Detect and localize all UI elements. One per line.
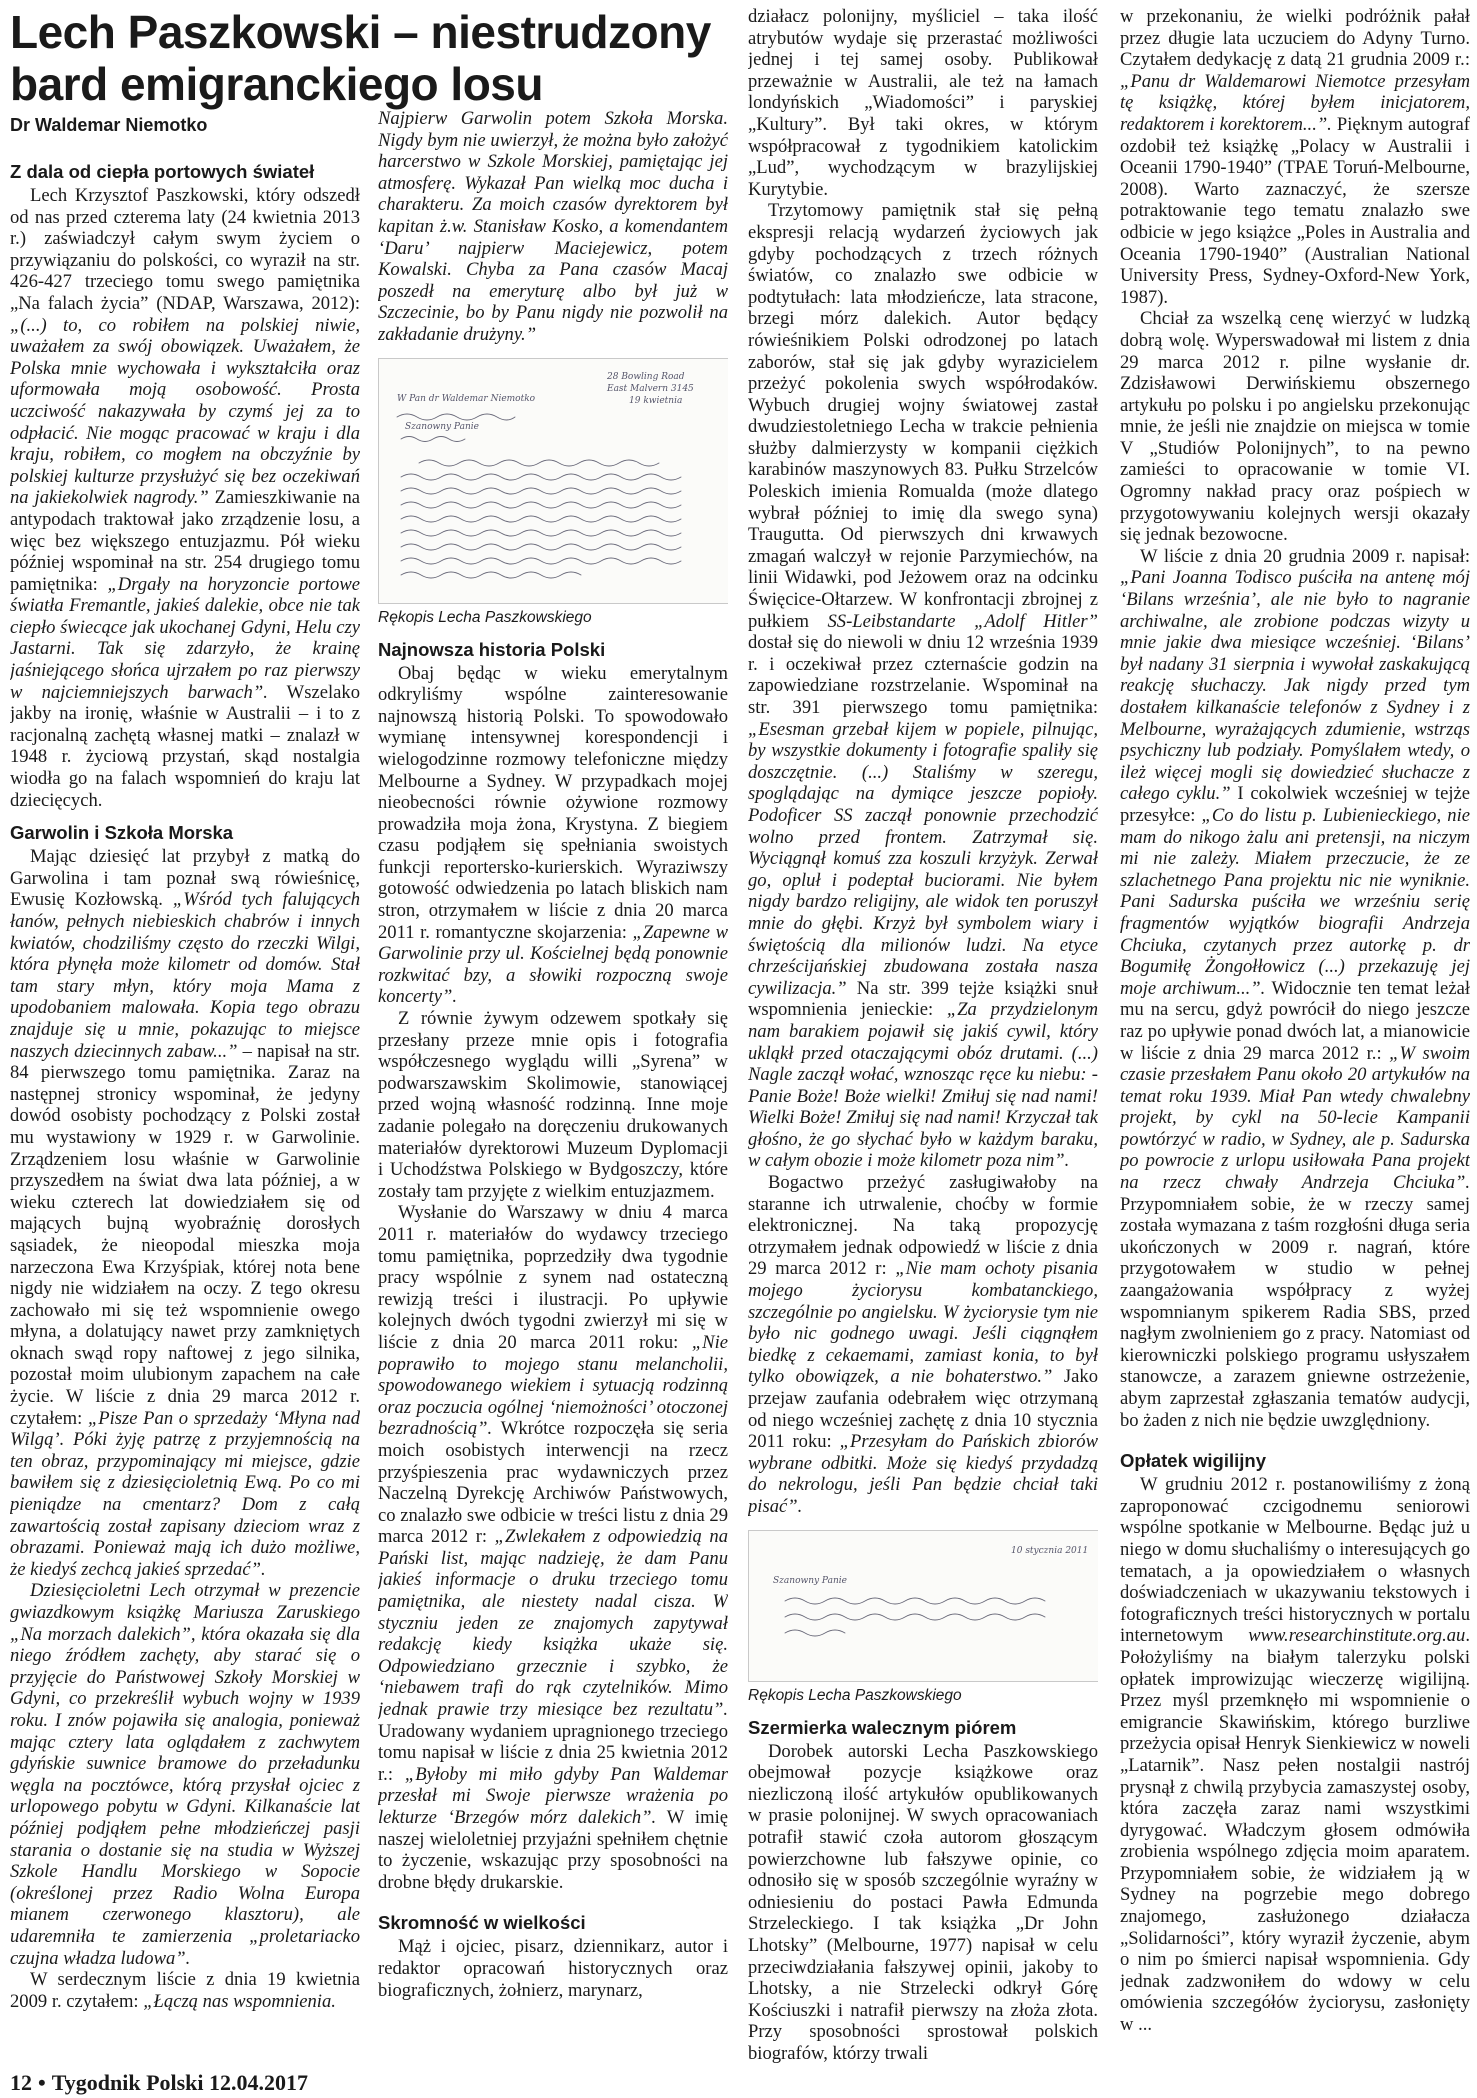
- paragraph: W grudniu 2012 r. postanowiliśmy z żoną zaproponować czcigodnemu seniorowi wspólne spotkanie w Melbourne. Będąc już u niego w domu słuchaliśmy o interesujących go tematach, a ja opowiedziałem o własnych doświadczeniach w ukazywaniu tekstowych i fotograficznych treści historycznych w portalu internetowym www.researchinstitute.org.au. Położyliśmy na białym talerzyku polski opłatek improwizując wieczerzę wigilijną. Przez myśl przemknęło mi wspomnienie o emigrancie Skawińskim, którego burzliwe przeżycia opisał Henryk Sienkiewicz w noweli „Latarnik”. Nasz pełen nostalgii nastrój prysnął z chwilą przybycia zamaszystej osoby, która zaczęła zaraz nami wszystkimi dyrygować. Władczym głosem odmówiła zrobienia wspólnego zdjęcia moim aparatem. Przypomniałem sobie, że widziałem ją w Sydney na pogrzebie mego dobrego znajomego, zasłużonego działacza „Solidarności”, który wyraził życzenie, abym o nim po śmierci napisał wspomnienia. Gdy jednak zadzwoniłem do wdowy w celu omówienia szczegółów życiorysu, zasłonięty w ...: [1120, 1474, 1470, 2036]
- ms1-greeting: Szanowny Panie: [405, 421, 479, 432]
- title-line-1: Lech Paszkowski – niestrudzony: [10, 6, 711, 58]
- paragraph: Obaj będąc w wieku emerytalnym odkryliśmy wspólne zainteresowanie najnowszą historią Polski. To spowodowało wymianę intensywnej korespondencji i wielogodzinne rozmowy telefoniczne między Melbourne a Sydney. W przypadkach mojej nieobecności równie ożywione rozmowy prowadziła moja żona, Krystyna. Z biegiem czasu podjąłem się spełniania swoistych funkcji reportersko-kurierskich. Wyraziwszy gotowość odwiedzenia po latach bliskich nam stron, otrzymałem w liście z dnia 20 marca 2011 r. romantyczne skojarzenia: „Zapewne w Garwolinie przy ul. Kościelnej będą ponownie rozkwitać bzy, a słowiki rozpoczną swoje koncerty”.: [378, 662, 728, 1008]
- page-number: 12: [10, 2070, 32, 2095]
- subheading-oplatek: Opłatek wigilijny: [1120, 1450, 1266, 1472]
- paragraph: Mając dziesięć lat przybył z matką do Garwolina i tam poznał swą rówieśnicę, Ewusię Kozłowską. „Wśród tych falujących łanów, pełnych niebieskich chabrów i innych kwiatów, chodziliśmy często do rzeczki Wilgi, która płynęła może kilometr od domów. Stał tam stary młyn, który moja Mama z upodobaniem malowała. Kopia tego obrazu znajduje się u mnie, pokazując to miejsce naszych dziecinnych zabaw...” – napisał na str. 84 pierwszego tomu pamiętnika. Zaraz na następnej stronicy wspominał, że jedyny dowód osobisty pochodzący z Polski został mu wystawiony w 1929 r. w Garwolinie. Zrządzeniem losu właśnie w Garwolinie przyszedłem na świat dwa lata później, a w wieku czterech lat dowiedziałem się od mających bujną wyobraźnię dorosłych sąsiadek, że nieopodal mieszka moja narzeczona Ewa Krzyśpiak, której nota bene nigdy nie widziałem na oczy. Z tego okresu zachowało mi się też wspomnienie owego młyna, a dolatujący nawet przy zamkniętych oknach swąd ropy naftowej z jego silnika, pozostał moim ulubionym zapachem na całe życie. W liście z dnia 29 marca 2012 r. czytałem: „Pisze Pan o sprzedaży ‘Młyna nad Wilgą’. Póki żyję patrzę z przyjemnością na ten obraz, przypominający mi miejsce, gdzie bawiłem się z dziesięcioletnią Ewą. Po co mi pieniądze na cmentarz? Dom z całą zawartością został zapisany dzieciom wraz z obrazami. Ponieważ mają ich dużo możliwe, że kiedyś zechcą jakieś sprzedać”.: [10, 846, 360, 1580]
- title-line-2: bard emigranckiego losu: [10, 58, 543, 110]
- paragraph: Bogactwo przeżyć zasługiwałoby na staranne ich utrwalenie, choćby w formie elektronicznej. Na taką propozycję otrzymałem jednak odpowiedź w liście z dnia 29 marca 2012 r: „Nie mam ochoty pisania mojego życiorysu kombatanckiego, szczególnie po angielsku. W życiorysie tym nie było nic godnego uwagi. Jeśli ciągnąłem biedkę z cekaemami, zamiast konia, to był tylko obowiązek, a nie bohaterstwo.” Jako przejaw zaufania odebrałem więc otrzymaną od niego wcześniej zachętę z dnia 10 stycznia 2011 roku: „Przesyłam do Pańskich zbiorów wybrane odbitki. Może się kiedyś przydadzą do nekrologu, jeśli Pan będzie chciał taki pisać”.: [748, 1172, 1098, 1517]
- subheading-garwolin: Garwolin i Szkoła Morska: [10, 822, 234, 844]
- subheading-szermierka: Szermierka walecznym piórem: [748, 1716, 1017, 1738]
- manuscript-image-1: [378, 358, 728, 604]
- bullet-separator: •: [38, 2070, 46, 2095]
- article-title: [10, 6, 730, 110]
- subheading-skromnosc: Skromność w wielkości: [378, 1912, 586, 1934]
- ms1-address-2: East Malvern 3145: [607, 383, 694, 394]
- caption-manuscript-1: Rękopis Lecha Paszkowskiego: [378, 608, 592, 626]
- column-4: [1120, 6, 1470, 2070]
- paragraph: Mąż i ojciec, pisarz, dziennikarz, autor i redaktor opracowań historycznych oraz biograficznych, żołnierz, marynarz,: [378, 1936, 728, 2001]
- paragraph: Trzytomowy pamiętnik stał się pełną ekspresji relacją wydarzeń życiowych jak gdyby pochodzących z trzech różnych światów, co znalazło swe odbicie w podtytułach: lata młodzieńcze, lata stracone, brzegi mórz dalekich. Autor będący rówieśnikiem Polski odrodzonej po latach zaborów, stał się jak gdyby wyrazicielem przeżyć pokolenia swych współrodaków. Wybuch drugiej wojny światowej zastał dwudziestoletniego Lecha w trakcie pełnienia służby dalmierzysty w kompanii ciężkich karabinów maszynowych 83. Pułku Strzelców Poleskich imienia Romualda (może dlatego wybrał później to imię dla swego syna) Traugutta. Od pierwszych dni krwawych zmagań walczył w rejonie Parzymiechów, na linii Widawki, pod Jeżowem oraz na odcinku Święcice-Ołtarzew. W konfrontacji zbrojnej z pułkiem SS-Leibstandarte „Adolf Hitler” dostał się do niewoli w dniu 12 września 1939 r. i oczekiwał przez czternaście godzin na zapowiedziane rozstrzelanie. Wspominał na str. 391 pierwszego tomu pamiętnika: „Esesman grzebał kijem w popiele, pilnując, by wszystkie dokumenty i fotografie spaliły się doszczętnie. (...) Staliśmy w szeregu, spoglądając na dymiące jeszcze popioły. Podoficer SS zaczął ponownie przechodzić wolno przed frontem. Zatrzymał się. Wyciągnął komuś zza koszuli krzyżyk. Zerwał go, opluł i podeptał buciorami. Nie byłem nigdy bardzo religijny, ale widok ten poruszył mnie do głębi. Krzyż był symbolem wiary i świętością dla milionów ludzi. Na etyce chrześcijańskiej zbudowana została nasza cywilizacja.” Na str. 399 tejże książki snuł wspomnienia jenieckie: „Za przydzielonym nam barakiem pojawił się jakiś cywil, który ukląkł przed otaczającymi obóz drutami. (...) Nagle zaczął wołać, wznosząc ręce ku niebu: - Panie Boże! Boże wielki! Zmiłuj się nad nami! Wielki Boże! Zmiłuj się nad nami! Krzyczał tak głośno, że go słychać było w każdym baraku, w całym obozie i może kilometr poza nim”.: [748, 200, 1098, 1172]
- subheading-historia: Najnowsza historia Polski: [378, 638, 606, 660]
- column-3: [748, 6, 1098, 2070]
- ms1-salutation: W Pan dr Waldemar Niemotko: [397, 393, 536, 404]
- manuscript-image-2: [748, 1530, 1098, 1682]
- paragraph: W serdecznym liście z dnia 19 kwietnia 2009 r. czytałem: „Łączą nas wspomnienia.: [10, 1969, 360, 2012]
- paragraph: Wysłanie do Warszawy w dniu 4 marca 2011 r. materiałów do wydawcy trzeciego tomu pamiętnika, poprzedziły dwa tygodnie pracy wspólnie z synem nad ostateczną rewizją treści i ilustracji. Po upływie kolejnych dwóch tygodni zwierzył mi się w liście z dnia 20 marca 2011 roku: „Nie poprawiło to mojego stanu melancholii, spowodowanego wiekiem i sytuacją rodzinną oraz poczucia ogólnej ‘niemożności’ otoczonej bezradnością”. Wkrótce rozpoczęła się seria moich osobistych interwencji na rzecz przyśpieszenia prac wydawniczych przez Naczelną Dyrekcję Archiwów Państwowych, co znalazło swe odbicie w treści listu z dnia 29 marca 2012 r: „Zwlekałem z odpowiedzią na Pański list, mając nadzieję, że dam Panu jakieś informacje o druku trzeciego tomu pamiętnika, ale niestety nadal cisza. W styczniu jeden ze znajomych zapytywał redakcję kiedy książka ukaże się. Odpowiedziano grzecznie i szybko, że ‘niebawem trafi do rąk czytelników. Mimo jednak prawie trzy miesiące bez rezultatu”. Uradowany wydaniem upragnionego trzeciego tomu napisał w liście z dnia 25 kwietnia 2012 r.: „Byłoby mi miło gdyby Pan Waldemar przesłał mi Swoje pierwsze wrażenia po lekturze ‘Brzegów mórz dalekich”. W imię naszej wieloletniej przyjaźni spełniłem chętnie to życzenie, wskazując przy sposobności na drobne błędy drukarskie.: [378, 1202, 728, 1893]
- page-footer: [10, 2070, 610, 2096]
- paragraph: Najpierw Garwolin potem Szkoła Morska. Nigdy bym nie uwierzył, że można było założyć harcerstwo w Szkole Morskiej, pamiętając jej atmosferę. Wykazał Pan wielką moc ducha i charakteru. Za moich czasów dyrektorem był kapitan ż.w. Stanisław Kosko, a komendantem ‘Daru’ najpierw Maciejewicz, potem Kowalski. Chyba za Pana czasów Macaj poszedł na emeryturę albo był już w Szczecinie, bo by Panu nigdy nie pozwolił na zakładanie drużyny.”: [378, 108, 728, 345]
- ms1-address-1: 28 Bowling Road: [607, 371, 685, 382]
- author-byline: Dr Waldemar Niemotko: [10, 115, 208, 135]
- column-1: [10, 150, 360, 2070]
- column-2: [378, 108, 728, 2070]
- publication-name: Tygodnik Polski 12.04.2017: [51, 2070, 309, 2095]
- handwriting-scribble: [379, 359, 728, 603]
- paragraph: działacz polonijny, myśliciel – taka ilość atrybutów wydaje się przerastać możliwości jednej i tej samej osoby. Publikował przeważnie w Australii, ale też na łamach londyńskich „Wiadomości” i paryskiej „Kultury”. Był taki okres, w którym współpracował z tygodnikiem katolickim „Lud”, wychodzącym w brazylijskiej Kurytybie.: [748, 6, 1098, 200]
- handwriting-scribble-2: [749, 1531, 1098, 1681]
- ms1-date: 19 kwietnia: [629, 395, 683, 406]
- paragraph: Z równie żywym odzewem spotkały się przesłany przeze mnie opis i fotografia współczesnego wyglądu willi „Syrena” w podwarszawskim Skolimowie, stanowiącej przed wojną własność rodzinną. Inne moje zadanie polegało na doręczeniu drukowanych materiałów dyrektorowi Muzeum Dyplomacji i Uchodźstwa Polskiego w Bydgoszczy, które zostały tam przyjęte z wielkim entuzjazmem.: [378, 1008, 728, 1202]
- paragraph: W liście z dnia 20 grudnia 2009 r. napisał: „Pani Joanna Todisco puściła na antenę mój ‘Bilans września’, ale nie było to nagranie archiwalne, ale zrobione podczas wizyty u mnie jakie dwa miesiące wcześniej. ‘Bilans’ był nadany 31 sierpnia i wywołał zaskakującą reakcję słuchaczy. Jak nigdy przed tym dostałem kilkanaście telefonów z Sydney i z Melbourne, wyrażających zdumienie, wstrząs psychiczny lub podziały. Pomyślałem wtedy, o ileż więcej mogli się dowiedzieć słuchacze z całego cyklu.” I cokolwiek wcześniej w tejże przesyłce: „Co do listu p. Lubienieckiego, nie mam do nikogo żalu ani pretensji, na niczym mi nie zależy. Miałem przeczucie, że ze szlachetnego Pana projektu nic nie wyniknie. Pani Sadurska puściła we wrześniu serię fragmentów wyjątków biografii Andrzeja Chciuka, czytanych przez autorkę p. dr Bogumiłę Żongołłowicz (...) przekazuję jej moje archiwum...”. Widocznie ten temat leżał mu na sercu, gdyż powrócił do niego jeszcze raz po upływie ponad dwóch lat, a mianowicie w liście z dnia 29 marca 2012 r.: „W swoim czasie przesłałem Panu około 20 artykułów na temat roku 1939. Miał Pan wtedy chwalebny projekt, by cykl na 50-lecie Kampanii powtórzyć w radio, w Sydney, ale p. Sadurska po powrocie z urlopu usiłowała Pana projekt na rzecz chwały Andrzeja Chciuka”. Przypomniałem sobie, że w rzeczy samej została wymazana z taśm rozgłośni długa seria ukończonych w 2009 r. nagrań, które przygotowałem w studio w pełnej zaangażowania współpracy z wyżej wspomnianym spikerem Radia SBS, przed nagłym zwolnieniem go z pracy. Natomiast od kierowniczki polskiego programu usłyszałem stanowcze, a zarazem gniewne ostrzeżenie, abym zaprzestał zgłaszania tematów audycji, bo żaden z nich nie będzie uwzględniony.: [1120, 545, 1470, 1431]
- paragraph: Lech Krzysztof Paszkowski, który odszedł od nas przed czterema laty (24 kwietnia 2013 r.) zaświadczył całym swym życiem o przywiązaniu do polskości, co wyraził na str. 426-427 trzeciego tomu swego pamiętnika „Na falach życia” (NDAP, Warszawa, 2012): „(...) to, co robiłem na polskiej niwie, uważałem za swój obowiązek. Uważałem, że Polska mnie wychowała i wykształciła oraz uformowała moją osobowość. Prosta uczciwość nakazywała by czymś jej za to odpłacić. Nie mogąc pracować w kraju i dla kraju, robiłem, co mogłem na obczyźnie by polskiej kulturze przysłużyć się bez oczekiwań na jakiekolwiek nagrody.” Zamieszkiwanie na antypodach traktował jako zrządzenie losu, a więc bez większego entuzjazmu. Pół wieku później wspominał na str. 254 drugiego tomu pamiętnika: „Drgały na horyzoncie portowe światła Fremantle, jakieś dalekie, obce nie tak ciepło świecące jak ukochanej Gdyni, Helu czy Jastarni. Tak się zdarzyło, że krainę jaśniejącego słońca ujrzałem po raz pierwszy w najciemniejszych barwach”. Wszelako jakby na ironię, właśnie w Australii – i to z racjonalną zachętą własnej matki – znalazł w 1948 r. życiową przystań, skąd nostalgia wiodła go na falach wspomnień do kraju lat dziecięcych.: [10, 185, 360, 811]
- ms2-date: 10 stycznia 2011: [1011, 1545, 1089, 1556]
- paragraph: Dziesięcioletni Lech otrzymał w prezencie gwiazdkowym książkę Mariusza Zaruskiego „Na morzach dalekich”, która okazała się dla niego źródłem zachęty, aby starać się o przyjęcie do Państwowej Szkoły Morskiej w Gdyni, co przekreślił wybuch wojny w 1939 roku. I znów pojawiła się analogia, ponieważ mając cztery lata oglądałem z zachwytem gdyńskie suwnice bramowe do przeładunku węgla na pocztówce, którą przysłał ojciec z urlopowego pobytu w Gdyni. Kilkanaście lat później podjąłem pełne młodzieńczej pasji starania o dostanie się na studia w Wyższej Szkole Handlu Morskiego w Sopocie (określonej przez Radio Wolna Europa mianem czerwonego klasztoru), ale udaremniła te zamierzenia „proletariacko czujna władza ludowa”.: [10, 1580, 360, 1969]
- paragraph: w przekonaniu, że wielki podróżnik pałał przez długie lata uczuciem do Adyny Turno. Czytałem dedykację z datą 21 grudnia 2009 r.: „Panu dr Waldemarowi Niemotce przesyłam tę książkę, której byłem inicjatorem, redaktorem i korektorem...”. Pięknym autograf ozdobił też książkę „Polacy w Australii i Oceanii 1790-1940” (TPAE Toruń-Melbourne, 2008). Warto zaznaczyć, że szersze potraktowanie tego tematu znalazło swe odbicie w jego książce „Poles in Australia and Oceania 1790-1940” (Australian National University Press, Sydney-Oxford-New York, 1987).: [1120, 6, 1470, 308]
- caption-manuscript-2: Rękopis Lecha Paszkowskiego: [748, 1686, 962, 1704]
- ms2-greeting: Szanowny Panie: [773, 1575, 847, 1586]
- paragraph: Chciał za wszelką cenę wierzyć w ludzką dobrą wolę. Wyperswadował mi listem z dnia 29 marca 2012 r. pilne wysłanie dr. Zdzisławowi Derwińskiemu obszernego artykułu po polsku i po angielsku przekonując mnie, że jeśli nie znajdzie on miejsca w tomie V „Studiów Polonijnych”, to na pewno zamieści to opracowanie w tomie VI. Ogromny nakład pracy oraz pośpiech w przygotowywaniu kolejnych wersji okazały się jednak bezowocne.: [1120, 308, 1470, 546]
- subheading-portowych: Z dala od ciepła portowych świateł: [10, 161, 315, 182]
- paragraph: Dorobek autorski Lecha Paszkowskiego obejmował pozycje książkowe oraz niezliczoną ilość artykułów opublikowanych w prasie polonijnej. W swych opracowaniach potrafił stawić czoła autorom głoszącym powierzchowne lub fałszywe opinie, co odnosiło się w sposób szczególnie wyraźny w odniesieniu do postaci Pawła Edmunda Strzeleckiego. I tak książka „Dr John Lhotsky” (Melbourne, 1977) napisał w celu przeciwdziałania fałszywej opinii, jakoby to Lhotsky, a nie Strzelecki odkrył Górę Kościuszki i natrafił pierwszy na złoża złota. Przy sposobności sprostował polskich biografów, którzy trwali: [748, 1740, 1098, 2064]
